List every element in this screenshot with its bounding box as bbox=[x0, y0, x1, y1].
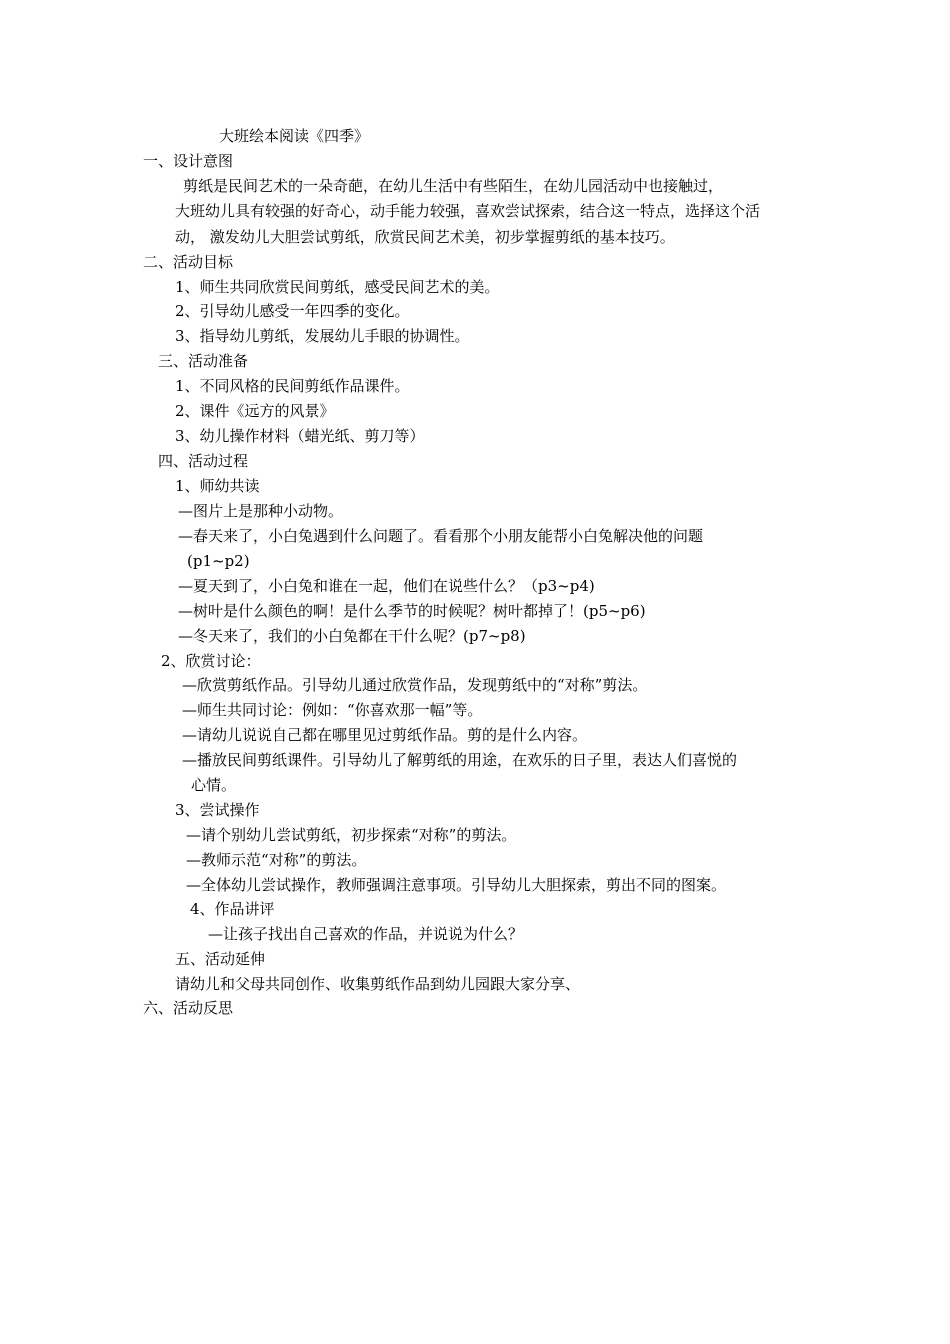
list-item: 1、不同风格的民间剪纸作品课件。 bbox=[175, 377, 410, 395]
paragraph-line: 剪纸是民间艺术的一朵奇葩，在幼儿生活中有些陌生，在幼儿园活动中也接触过， bbox=[183, 177, 724, 195]
list-item: 1、师生共同欣赏民间剪纸，感受民间艺术的美。 bbox=[175, 278, 500, 296]
dialogue-line: —全体幼儿尝试操作，教师强调注意事项。引导幼儿大胆探索，剪出不同的图案。 bbox=[186, 876, 727, 894]
paragraph-line: 大班幼儿具有较强的好奇心，动手能力较强，喜欢尝试探索，结合这一特点，选择这个活 bbox=[175, 202, 761, 220]
section-heading-extension: 五、活动延伸 bbox=[175, 950, 266, 968]
paragraph-line: 动， 激发幼儿大胆尝试剪纸，欣赏民间艺术美，初步掌握剪纸的基本技巧。 bbox=[175, 228, 675, 246]
dialogue-line: —请个别幼儿尝试剪纸，初步探索“对称”的剪法。 bbox=[186, 826, 517, 844]
section-heading-goals: 二、活动目标 bbox=[143, 253, 234, 271]
dialogue-line: —播放民间剪纸课件。引导幼儿了解剪纸的用途，在欢乐的日子里，表达人们喜悦的 bbox=[182, 751, 738, 769]
list-item: 2、引导幼儿感受一年四季的变化。 bbox=[175, 302, 410, 320]
list-item: 3、幼儿操作材料（蜡光纸、剪刀等） bbox=[175, 427, 425, 445]
dialogue-line: (p1~p2) bbox=[187, 552, 250, 570]
dialogue-line: —图片上是那种小动物。 bbox=[178, 502, 344, 520]
dialogue-line: —春天来了，小白兔遇到什么问题了。看看那个小朋友能帮小白兔解决他的问题 bbox=[178, 527, 704, 545]
section-heading-design-intent: 一、设计意图 bbox=[143, 152, 234, 170]
dialogue-line: —冬天来了，我们的小白兔都在干什么呢？(p7~p8) bbox=[178, 627, 526, 645]
subsection-heading: 4、作品讲评 bbox=[190, 900, 275, 918]
subsection-heading: 2、欣赏讨论： bbox=[161, 652, 261, 670]
dialogue-line: —夏天到了，小白兔和谁在一起，他们在说些什么？（p3~p4) bbox=[178, 577, 595, 595]
section-heading-process: 四、活动过程 bbox=[158, 452, 249, 470]
list-item: 3、指导幼儿剪纸，发展幼儿手眼的协调性。 bbox=[175, 327, 470, 345]
dialogue-line: —树叶是什么颜色的啊！是什么季节的时候呢？树叶都掉了！(p5~p6) bbox=[178, 602, 646, 620]
dialogue-line: —师生共同讨论：例如：“你喜欢那一幅”等。 bbox=[182, 701, 483, 719]
subsection-heading: 1、师幼共读 bbox=[175, 477, 260, 495]
section-heading-reflection: 六、活动反思 bbox=[143, 999, 234, 1017]
section-heading-preparation: 三、活动准备 bbox=[158, 352, 249, 370]
dialogue-line: —让孩子找出自己喜欢的作品，并说说为什么？ bbox=[208, 925, 524, 943]
dialogue-line: 心情。 bbox=[191, 776, 237, 794]
subsection-heading: 3、尝试操作 bbox=[175, 801, 260, 819]
paragraph-line: 请幼儿和父母共同创作、收集剪纸作品到幼儿园跟大家分享、 bbox=[175, 975, 581, 993]
dialogue-line: —教师示范“对称”的剪法。 bbox=[186, 851, 367, 869]
document-title: 大班绘本阅读《四季》 bbox=[219, 127, 370, 145]
list-item: 2、课件《远方的风景》 bbox=[175, 402, 335, 420]
dialogue-line: —欣赏剪纸作品。引导幼儿通过欣赏作品，发现剪纸中的“对称”剪法。 bbox=[182, 676, 648, 694]
dialogue-line: —请幼儿说说自己都在哪里见过剪纸作品。剪的是什么内容。 bbox=[182, 726, 588, 744]
